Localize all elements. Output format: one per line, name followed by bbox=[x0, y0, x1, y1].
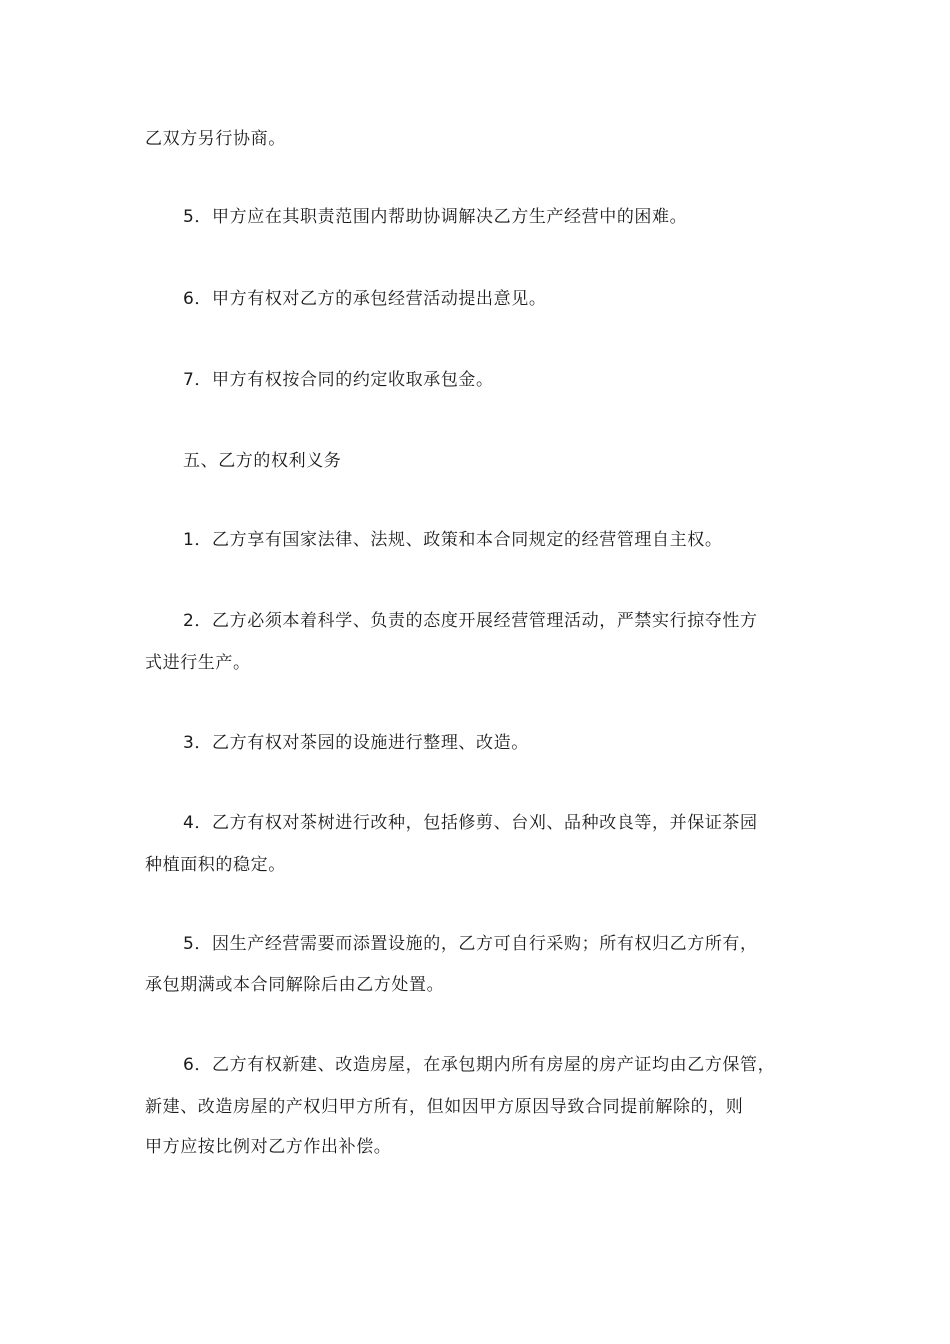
paragraph-line: 种植面积的稳定。 bbox=[145, 855, 286, 875]
section-heading: 五、乙方的权利义务 bbox=[183, 451, 342, 471]
paragraph-line: 6．甲方有权对乙方的承包经营活动提出意见。 bbox=[183, 289, 547, 309]
paragraph-line: 6．乙方有权新建、改造房屋，在承包期内所有房屋的房产证均由乙方保管， bbox=[183, 1055, 776, 1075]
paragraph-line: 3．乙方有权对茶园的设施进行整理、改造。 bbox=[183, 733, 529, 753]
paragraph-line: 式进行生产。 bbox=[145, 653, 251, 673]
paragraph-line: 乙双方另行协商。 bbox=[145, 129, 286, 149]
paragraph-line: 7．甲方有权按合同的约定收取承包金。 bbox=[183, 370, 494, 390]
paragraph-line: 甲方应按比例对乙方作出补偿。 bbox=[145, 1137, 392, 1157]
paragraph-line: 4．乙方有权对茶树进行改种，包括修剪、台刈、品种改良等，并保证茶园 bbox=[183, 813, 758, 833]
paragraph-line: 承包期满或本合同解除后由乙方处置。 bbox=[145, 975, 445, 995]
paragraph-line: 5．因生产经营需要而添置设施的，乙方可自行采购；所有权归乙方所有， bbox=[183, 934, 758, 954]
paragraph-line: 新建、改造房屋的产权归甲方所有，但如因甲方原因导致合同提前解除的，则 bbox=[145, 1097, 744, 1117]
paragraph-line: 2．乙方必须本着科学、负责的态度开展经营管理活动，严禁实行掠夺性方 bbox=[183, 611, 758, 631]
paragraph-line: 5．甲方应在其职责范围内帮助协调解决乙方生产经营中的困难。 bbox=[183, 207, 688, 227]
paragraph-line: 1．乙方享有国家法律、法规、政策和本合同规定的经营管理自主权。 bbox=[183, 530, 723, 550]
